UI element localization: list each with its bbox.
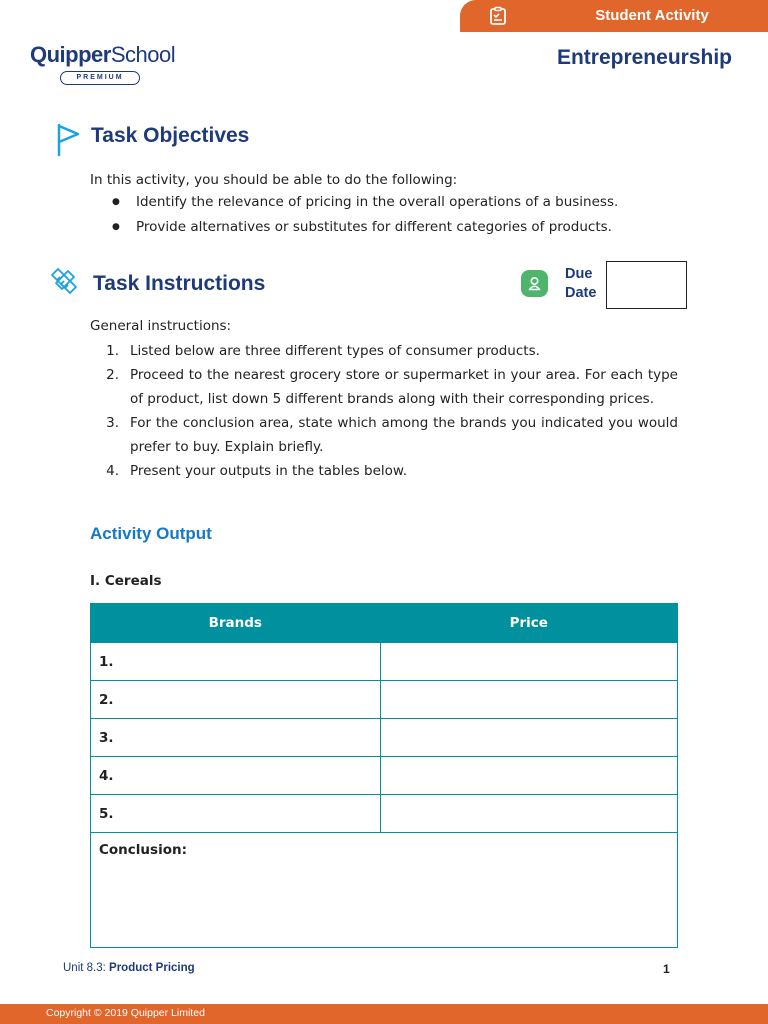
- instruction-steps: [90, 339, 678, 483]
- list-item: 3. For the conclusion area, state which among the brands you indicated you would prefer to buy. Explain briefly.: [106, 415, 678, 455]
- table-row: [91, 795, 678, 833]
- objectives-intro: In this activity, you should be able to do the following:: [90, 172, 458, 188]
- table-row: [91, 643, 678, 681]
- tools-icon: [48, 265, 80, 297]
- price-cell[interactable]: [380, 795, 677, 833]
- subject-title: Entrepreneurship: [556, 46, 732, 69]
- table-header-row: [91, 604, 678, 643]
- price-cell[interactable]: [380, 719, 677, 757]
- due-date-badge: [521, 270, 548, 297]
- copyright-bar: [0, 1004, 768, 1024]
- price-cell[interactable]: [380, 681, 677, 719]
- brand-cell[interactable]: 4.: [91, 757, 381, 795]
- conclusion-cell[interactable]: Conclusion:: [91, 833, 678, 948]
- brand-cell[interactable]: 2.: [91, 681, 381, 719]
- brand-cell[interactable]: 3.: [91, 719, 381, 757]
- premium-badge: PREMIUM: [60, 71, 140, 85]
- task-objectives-title: Task Objectives: [91, 124, 250, 147]
- table-row: [91, 757, 678, 795]
- task-instructions-title: Task Instructions: [93, 272, 266, 295]
- conclusion-row: [91, 833, 678, 948]
- due-date-field[interactable]: [606, 261, 687, 309]
- brand-cell[interactable]: 5.: [91, 795, 381, 833]
- brands-header: Brands: [91, 604, 381, 643]
- list-item: 4. Present your outputs in the tables below.: [106, 463, 407, 479]
- cereals-table-title: I. Cereals: [90, 573, 162, 589]
- price-header: Price: [380, 604, 677, 643]
- logo-wordmark: QuipperSchool: [30, 42, 176, 67]
- flag-icon: [56, 123, 82, 157]
- person-icon: [521, 270, 548, 297]
- list-item: 1. Listed below are three different types of consumer products.: [106, 343, 540, 359]
- page-number: 1: [663, 962, 670, 976]
- list-item: ● Provide alternatives or substitutes for different categories of products.: [112, 215, 618, 240]
- student-activity-tab: [460, 0, 768, 32]
- brand-cell[interactable]: 1.: [91, 643, 381, 681]
- price-cell[interactable]: [380, 757, 677, 795]
- objectives-list: [112, 190, 618, 240]
- instructions-intro: General instructions:: [90, 318, 232, 334]
- table-row: [91, 719, 678, 757]
- clipboard-check-icon: [488, 6, 508, 26]
- copyright-text: Copyright © 2019 Quipper Limited: [46, 1007, 205, 1019]
- unit-footer: Unit 8.3: Product Pricing: [63, 962, 195, 974]
- due-date-label: Due Date: [565, 266, 597, 301]
- activity-output-title: Activity Output: [90, 524, 212, 543]
- table-row: [91, 681, 678, 719]
- tab-label: Student Activity: [595, 7, 709, 24]
- cereals-table: [90, 603, 678, 948]
- price-cell[interactable]: [380, 643, 677, 681]
- list-item: ● Identify the relevance of pricing in the overall operations of a business.: [112, 190, 618, 215]
- list-item: 2. Proceed to the nearest grocery store or supermarket in your area. For each type of product, list down 5 different brands along with their corresponding prices.: [106, 367, 678, 407]
- quipper-school-logo: [30, 42, 175, 85]
